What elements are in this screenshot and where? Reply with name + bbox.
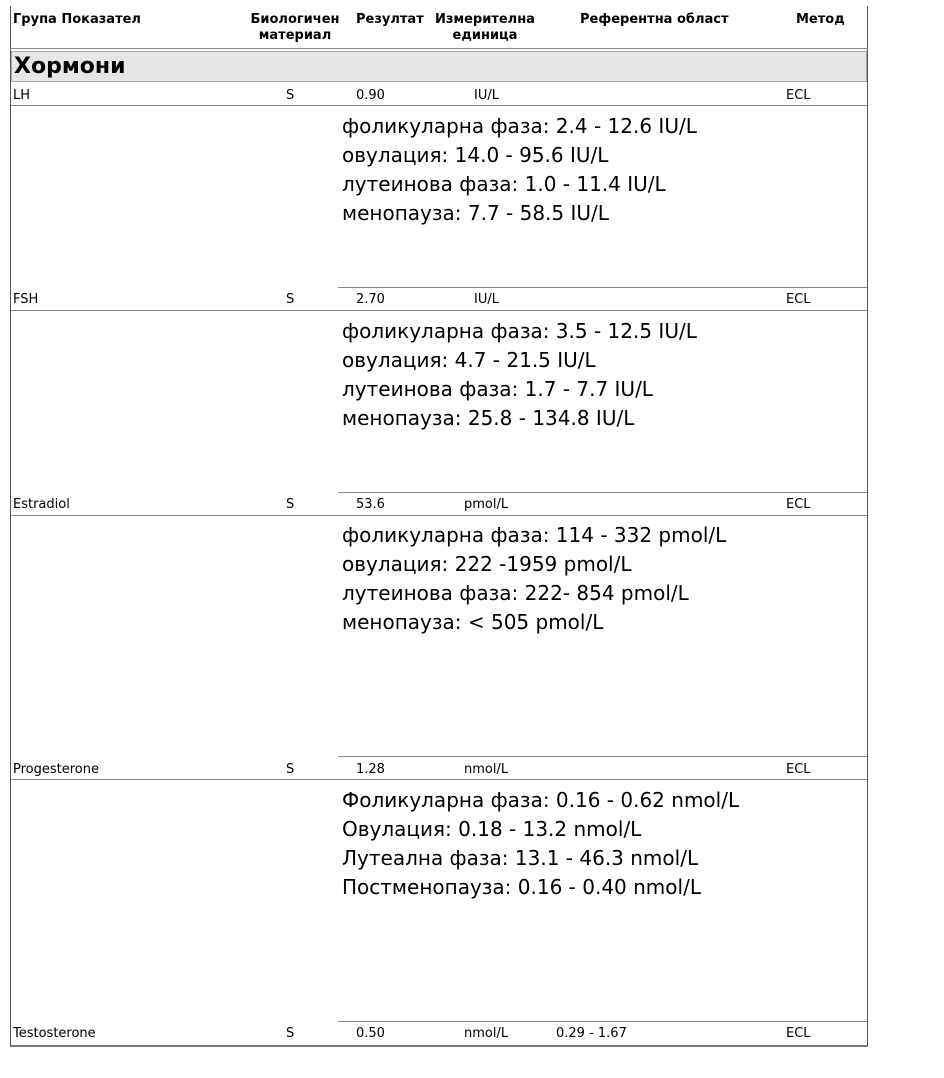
row-name-estradiol: Estradiol [13, 497, 70, 512]
row-method-lh: ECL [786, 88, 811, 103]
row-method-testosterone: ECL [786, 1026, 811, 1041]
row-name-progesterone: Progesterone [13, 762, 99, 777]
header-reference-range: Референтна област [580, 12, 729, 27]
row-unit-estradiol: pmol/L [464, 497, 509, 512]
row-name-fsh: FSH [13, 292, 39, 307]
header-method: Метод [796, 12, 845, 27]
group-title: Хормони [14, 54, 126, 79]
row-separator [338, 492, 867, 493]
row-material-estradiol: S [286, 497, 295, 512]
reference-note: фоликуларна фаза: 2.4 - 12.6 IU/L [342, 114, 697, 138]
reference-note: овулация: 222 -1959 pmol/L [342, 552, 632, 576]
row-divider [11, 515, 867, 516]
reference-note: лутеинова фаза: 1.7 - 7.7 IU/L [342, 377, 653, 401]
reference-notes-fsh [342, 317, 697, 433]
row-reference-testosterone: 0.29 - 1.67 [556, 1026, 627, 1041]
group-row-hormones [11, 51, 867, 82]
row-unit-fsh: IU/L [474, 292, 499, 307]
reference-note: Лутеална фаза: 13.1 - 46.3 nmol/L [342, 846, 699, 870]
row-material-lh: S [286, 88, 295, 103]
row-divider [11, 779, 867, 780]
reference-note: лутеинова фаза: 1.0 - 11.4 IU/L [342, 172, 666, 196]
reference-note: фоликуларна фаза: 3.5 - 12.5 IU/L [342, 319, 697, 343]
reference-note: Фоликуларна фаза: 0.16 - 0.62 nmol/L [342, 788, 740, 812]
row-separator [338, 756, 867, 757]
row-material-fsh: S [286, 292, 295, 307]
row-separator [338, 1021, 867, 1022]
row-method-progesterone: ECL [786, 762, 811, 777]
reference-notes-lh [342, 112, 697, 228]
reference-note: фоликуларна фаза: 114 - 332 pmol/L [342, 523, 727, 547]
row-result-lh: 0.90 [356, 88, 385, 103]
row-name-lh: LH [13, 88, 31, 103]
header-material: Биологичен материал [250, 12, 340, 43]
reference-note: овулация: 14.0 - 95.6 IU/L [342, 143, 609, 167]
row-result-estradiol: 53.6 [356, 497, 385, 512]
reference-note: Овулация: 0.18 - 13.2 nmol/L [342, 817, 642, 841]
row-result-progesterone: 1.28 [356, 762, 385, 777]
row-unit-testosterone: nmol/L [464, 1026, 509, 1041]
header-unit: Измерителна единица [435, 12, 535, 43]
reference-note: менопауза: 7.7 - 58.5 IU/L [342, 201, 609, 225]
reference-notes-progesterone [342, 786, 739, 902]
row-unit-lh: IU/L [474, 88, 499, 103]
header-group-indicator: Група Показател [13, 12, 141, 27]
row-material-progesterone: S [286, 762, 295, 777]
row-result-fsh: 2.70 [356, 292, 385, 307]
reference-note: менопауза: < 505 pmol/L [342, 610, 604, 634]
reference-note: лутеинова фаза: 222- 854 pmol/L [342, 581, 689, 605]
row-material-testosterone: S [286, 1026, 295, 1041]
row-method-estradiol: ECL [786, 497, 811, 512]
row-separator [338, 287, 867, 288]
row-result-testosterone: 0.50 [356, 1026, 385, 1041]
row-method-fsh: ECL [786, 292, 811, 307]
row-unit-progesterone: nmol/L [464, 762, 509, 777]
row-divider [11, 310, 867, 311]
reference-notes-estradiol [342, 521, 726, 637]
header-divider [10, 48, 868, 49]
row-divider [11, 105, 867, 106]
header-result: Резултат [356, 12, 424, 27]
reference-note: Постменопауза: 0.16 - 0.40 nmol/L [342, 875, 701, 899]
reference-note: менопауза: 25.8 - 134.8 IU/L [342, 406, 635, 430]
row-name-testosterone: Testosterone [13, 1026, 96, 1041]
reference-note: овулация: 4.7 - 21.5 IU/L [342, 348, 596, 372]
